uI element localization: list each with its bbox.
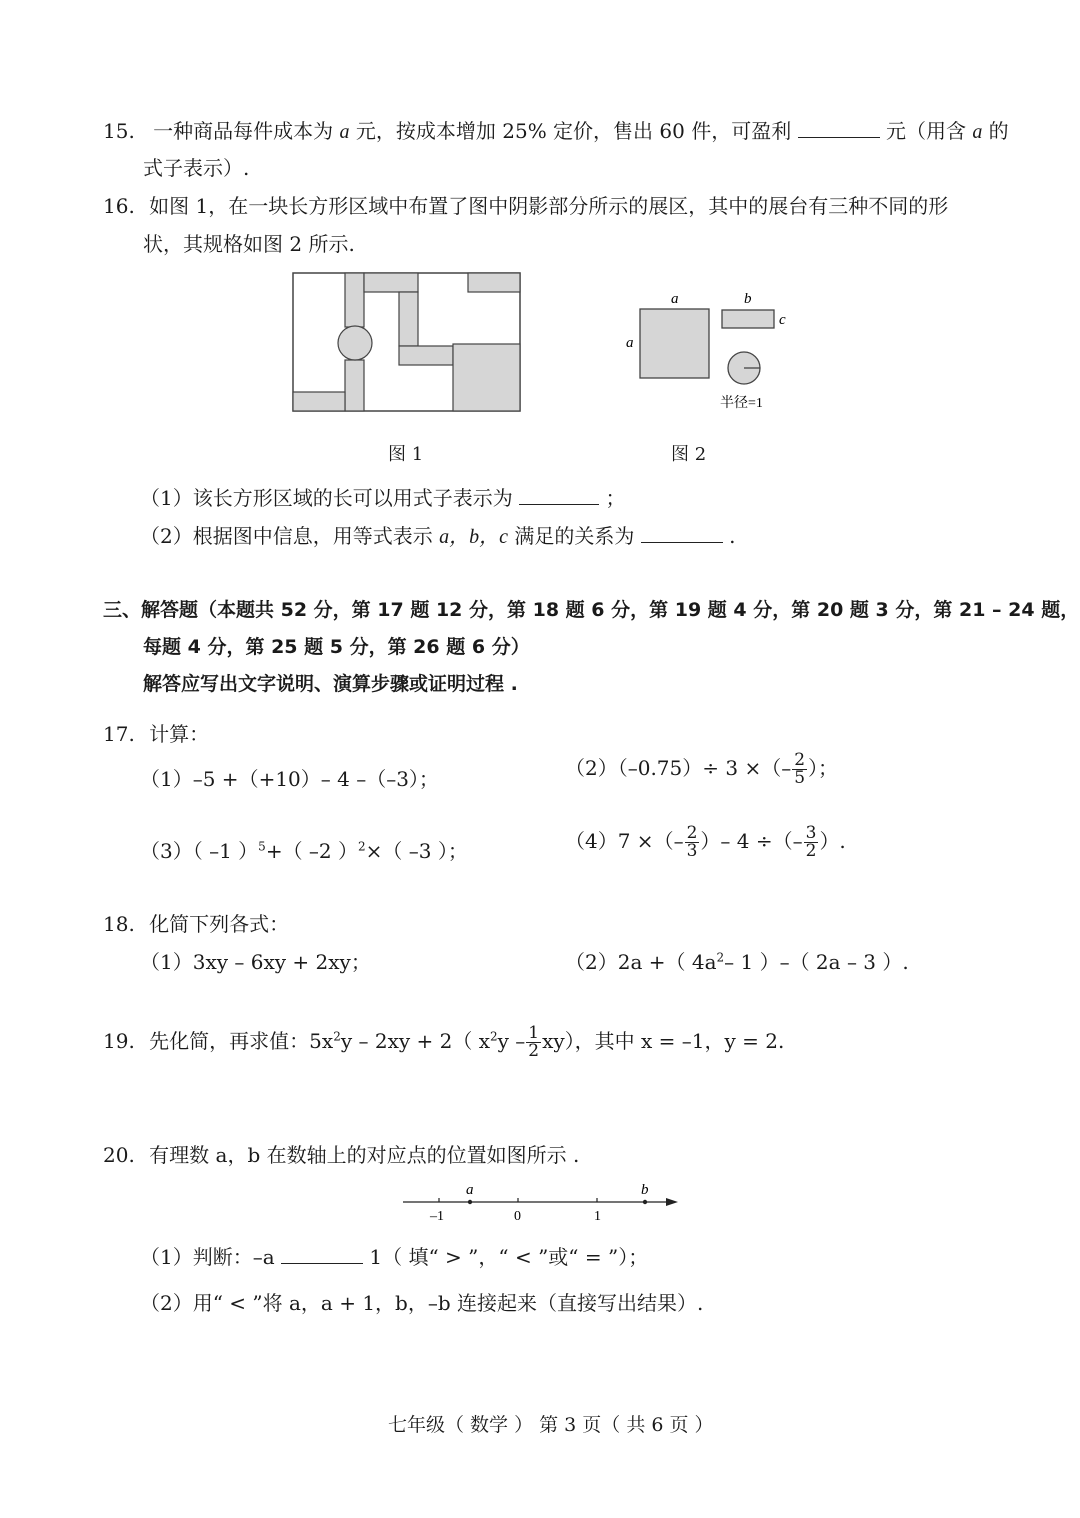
exponent: 2 xyxy=(358,839,366,854)
fig1-caption: 图 1 xyxy=(388,444,424,465)
fig2-rect xyxy=(722,310,774,328)
q20 xyxy=(103,1139,579,1168)
var: a xyxy=(972,121,983,143)
answer-blank xyxy=(798,117,880,138)
q16-sub2 xyxy=(140,520,735,549)
q17-p4-text: （4）7 ×（– xyxy=(565,829,684,853)
q20-sub1-text: 1（ 填“ > ”，“ < ”或“ = ”）； xyxy=(369,1245,649,1269)
q17-p3-text: +（ –2 ） xyxy=(265,839,359,863)
fig2-square xyxy=(640,309,709,378)
question-number: 16. xyxy=(103,194,135,218)
number-line xyxy=(400,1178,685,1226)
section-3-heading: 三、解答题（本题共 52 分，第 17 题 12 分，第 18 题 6 分，第 19 题 4 分，第 20 题 3 分，第 21 – 24 题， xyxy=(103,599,1080,621)
q18 xyxy=(103,908,289,937)
point-a xyxy=(468,1200,472,1204)
fig2-label: a xyxy=(626,335,634,351)
section-3-heading-line2: 每题 4 分，第 25 题 5 分，第 26 题 6 分） xyxy=(143,636,530,658)
q18-p2-text: – 1 ）–（ 2a – 3 ）. xyxy=(724,950,909,974)
q15-text: 一种商品每件成本为 xyxy=(153,119,334,143)
question-number: 20. xyxy=(103,1143,135,1167)
fig1-booth xyxy=(293,392,345,411)
numerator: 3 xyxy=(805,823,817,843)
point-b xyxy=(643,1200,647,1204)
question-number: 15. xyxy=(103,119,135,143)
q16 xyxy=(103,190,948,219)
exponent: 2 xyxy=(489,1029,498,1044)
label-zero: 0 xyxy=(514,1209,521,1224)
answer-blank xyxy=(281,1243,363,1264)
fig1-circle xyxy=(338,326,372,360)
q17-p2-text: （2）（–0.75）÷ 3 ×（– xyxy=(565,756,792,780)
q19-text: y – xyxy=(497,1029,526,1053)
denominator: 3 xyxy=(686,841,698,861)
fig1-booth xyxy=(468,273,520,292)
fig2-caption: 图 2 xyxy=(671,444,707,465)
var: a xyxy=(339,121,350,143)
q17-p4-text: ）– 4 ÷（– xyxy=(700,829,803,853)
q20-sub1 xyxy=(140,1241,648,1270)
question-number: 19. xyxy=(103,1029,135,1053)
q16-sub2-vars: a，b，c xyxy=(439,526,508,548)
label-one: 1 xyxy=(594,1209,601,1224)
q18-p2-text: （2）2a +（ 4a xyxy=(565,950,717,974)
figure-1 xyxy=(290,270,525,415)
q17-p2-text: ）； xyxy=(808,756,839,780)
q15 xyxy=(103,115,1009,144)
q17-p4-text: ）. xyxy=(819,829,846,853)
q15-text: 的 xyxy=(988,119,1009,143)
q16-sub1 xyxy=(140,482,625,511)
answer-blank xyxy=(519,484,599,505)
fig1-booth xyxy=(345,273,364,327)
numerator: 2 xyxy=(794,750,806,770)
q16-line2: 状，其规格如图 2 所示. xyxy=(143,232,355,256)
q17-p3 xyxy=(140,835,468,864)
q19 xyxy=(103,1025,784,1060)
q15-line2: 式子表示）. xyxy=(143,156,250,180)
fraction xyxy=(526,1025,541,1060)
q20-sub2: （2）用“ < ”将 a，a + 1，b，–b 连接起来（直接写出结果）. xyxy=(140,1291,704,1315)
fig1-square xyxy=(453,344,520,411)
fraction xyxy=(804,825,819,860)
label-a: a xyxy=(466,1182,474,1198)
fraction xyxy=(792,752,807,787)
exponent: 5 xyxy=(258,839,266,854)
denominator: 2 xyxy=(528,1041,540,1061)
answer-blank xyxy=(641,522,723,543)
q16-sub2-text: 满足的关系为 xyxy=(514,524,635,548)
q17-p4 xyxy=(565,825,846,860)
q17-p3-text: ×（ –3 ）； xyxy=(365,839,468,863)
q17 xyxy=(103,718,209,747)
fig1-booth xyxy=(364,273,418,292)
q17-p1: （1）–5 +（+10）– 4 –（–3）； xyxy=(140,767,439,791)
question-number: 17. xyxy=(103,722,135,746)
q18-p2 xyxy=(565,946,909,975)
exponent: 2 xyxy=(716,950,725,965)
q19-text: xy），其中 x = –1，y = 2. xyxy=(542,1029,785,1053)
q17-p2 xyxy=(565,752,838,787)
q16-sub1-text: （1）该长方形区域的长可以用式子表示为 xyxy=(140,486,513,510)
fig2-label: b xyxy=(744,291,752,307)
q16-sub1-end: ； xyxy=(605,486,626,510)
q19-text: y – 2xy + 2（ x xyxy=(340,1029,490,1053)
denominator: 5 xyxy=(794,768,806,788)
fig2-label: a xyxy=(671,291,679,307)
q19-text: 先化简，再求值：5x xyxy=(149,1029,334,1053)
figure-2 xyxy=(620,285,800,415)
page-footer: 七年级（ 数学 ） 第 3 页（ 共 6 页 ） xyxy=(388,1414,714,1436)
question-number: 18. xyxy=(103,912,135,936)
q20-sub1-text: （1）判断：–a xyxy=(140,1245,275,1269)
q16-line1: 如图 1，在一块长方形区域中布置了图中阴影部分所示的展区，其中的展台有三种不同的形 xyxy=(149,194,949,218)
q17-p3-text: （3）（ –1 ） xyxy=(140,839,259,863)
section-3-instructions: 解答应写出文字说明、演算步骤或证明过程 . xyxy=(143,673,518,695)
q18-p1: （1）3xy – 6xy + 2xy； xyxy=(140,950,371,974)
arrow-icon xyxy=(666,1198,678,1206)
label-neg1: –1 xyxy=(430,1209,444,1224)
q16-sub2-text: （2）根据图中信息，用等式表示 xyxy=(140,524,433,548)
label-b: b xyxy=(641,1182,649,1198)
q16-sub2-end: . xyxy=(729,524,736,548)
q15-text: 元（用含 xyxy=(885,119,966,143)
q15-text: 元，按成本增加 25% 定价，售出 60 件，可盈利 xyxy=(355,119,792,143)
fig2-label: 半径=1 xyxy=(720,396,763,411)
fig1-booth xyxy=(399,346,453,365)
denominator: 2 xyxy=(805,841,817,861)
exponent: 2 xyxy=(333,1029,341,1044)
numerator: 2 xyxy=(686,823,698,843)
q17-title: 计算： xyxy=(149,722,210,746)
q18-title: 化简下列各式： xyxy=(149,912,290,936)
fig1-booth xyxy=(399,292,418,346)
numerator: 1 xyxy=(528,1023,540,1043)
fraction xyxy=(685,825,700,860)
fig2-label: c xyxy=(779,312,786,328)
q20-line1: 有理数 a，b 在数轴上的对应点的位置如图所示 . xyxy=(149,1143,580,1167)
fig1-booth xyxy=(345,360,364,411)
